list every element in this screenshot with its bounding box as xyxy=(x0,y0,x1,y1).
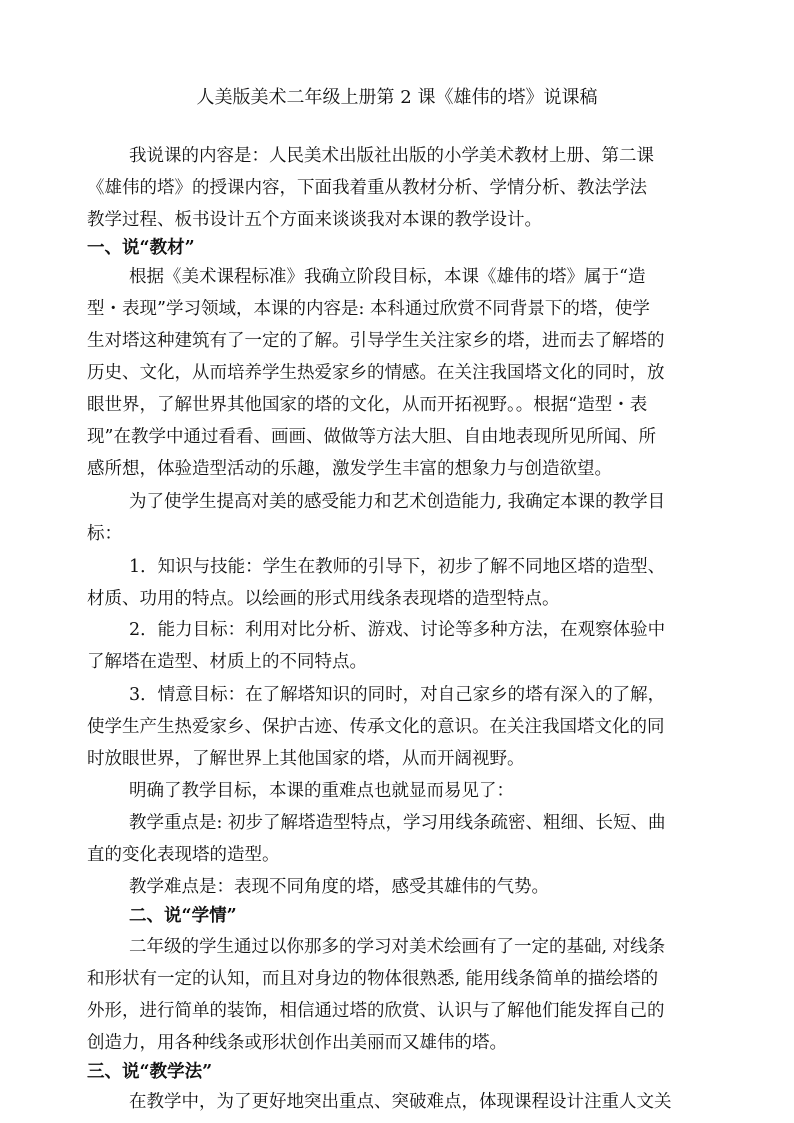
list-item-line: 时放眼世界，了解世界上其他国家的塔，从而开阔视野。 xyxy=(87,749,525,769)
paragraph-line: 教学过程、板书设计五个方面来谈谈我对本课的教学设计。 xyxy=(87,210,542,230)
list-item-line: 了解塔在造型、材质上的不同特点。 xyxy=(87,652,367,672)
paragraph-line: 现”在教学中通过看看、画画、做做等方法大胆、自由地表现所见所闻、所 xyxy=(87,427,656,447)
paragraph-line: 在教学中，为了更好地突出重点、突破难点，体现课程设计注重人文关 xyxy=(129,1092,672,1112)
list-item-line: 2．能力目标：利用对比分析、游戏、讨论等多种方法，在观察体验中 xyxy=(129,620,666,640)
list-item-line: 3．情意目标：在了解塔知识的同时，对自己家乡的塔有深入的了解， xyxy=(129,685,666,705)
paragraph-line: 历史、文化，从而培养学生热爱家乡的情感。在关注我国塔文化的同时，放 xyxy=(87,363,665,383)
paragraph-line: 根据《美术课程标准》我确立阶段目标，本课《雄伟的塔》属于“造 xyxy=(129,267,646,287)
paragraph-line: 标： xyxy=(87,524,122,544)
paragraph-line: 二年级的学生通过以你那多的学习对美术绘画有了一定的基础, 对线条 xyxy=(129,937,666,957)
section-heading-methods: 三、说“教学法” xyxy=(87,1062,213,1082)
paragraph-line: 《雄伟的塔》的授课内容，下面我着重从教材分析、学情分析、教法学法 xyxy=(87,178,647,198)
list-item-line: 1．知识与技能：学生在教师的引导下，初步了解不同地区塔的造型、 xyxy=(129,557,666,577)
paragraph-line: 直的变化表现塔的造型。 xyxy=(87,845,280,865)
paragraph-line: 我说课的内容是：人民美术出版社出版的小学美术教材上册、第二课 xyxy=(129,146,654,166)
paragraph-line: 型・表现”学习领域，本课的内容是: 本科通过欣赏不同背景下的塔，使学 xyxy=(87,299,650,319)
paragraph-line: 外形，进行简单的装饰，相信通过塔的欣赏、认识与了解他们能发挥自己的 xyxy=(87,1001,665,1021)
list-item-line: 使学生产生热爱家乡、保护古迹、传承文化的意识。在关注我国塔文化的同 xyxy=(87,717,665,737)
document-title: 人美版美术二年级上册第 2 课《雄伟的塔》说课稿 xyxy=(196,87,598,108)
paragraph-line: 感所想，体验造型活动的乐趣，激发学生丰富的想象力与创造欲望。 xyxy=(87,459,612,479)
paragraph-line: 教学重点是: 初步了解塔造型特点，学习用线条疏密、粗细、长短、曲 xyxy=(129,813,666,833)
paragraph-line: 创造力，用各种线条或形状创作出美丽而又雄伟的塔。 xyxy=(87,1033,507,1053)
paragraph-line: 生对塔这种建筑有了一定的了解。引导学生关注家乡的塔，进而去了解塔的 xyxy=(87,331,665,351)
section-heading-learners: 二、说“学情” xyxy=(129,906,237,926)
paragraph-line: 和形状有一定的认知，而且对身边的物体很熟悉, 能用线条简单的描绘塔的 xyxy=(87,969,659,989)
paragraph-line: 眼世界，了解世界其他国家的塔的文化，从而开拓视野。。根据“造型・表 xyxy=(87,395,648,415)
paragraph-line: 教学难点是：表现不同角度的塔，感受其雄伟的气势。 xyxy=(129,877,549,897)
section-heading-textbook: 一、说“教材” xyxy=(87,238,195,258)
list-item-line: 材质、功用的特点。以绘画的形式用线条表现塔的造型特点。 xyxy=(87,589,560,609)
paragraph-line: 为了使学生提高对美的感受能力和艺术创造能力, 我确定本课的教学目 xyxy=(129,492,666,512)
paragraph-line: 明确了教学目标，本课的重难点也就显而易见了： xyxy=(129,781,514,801)
